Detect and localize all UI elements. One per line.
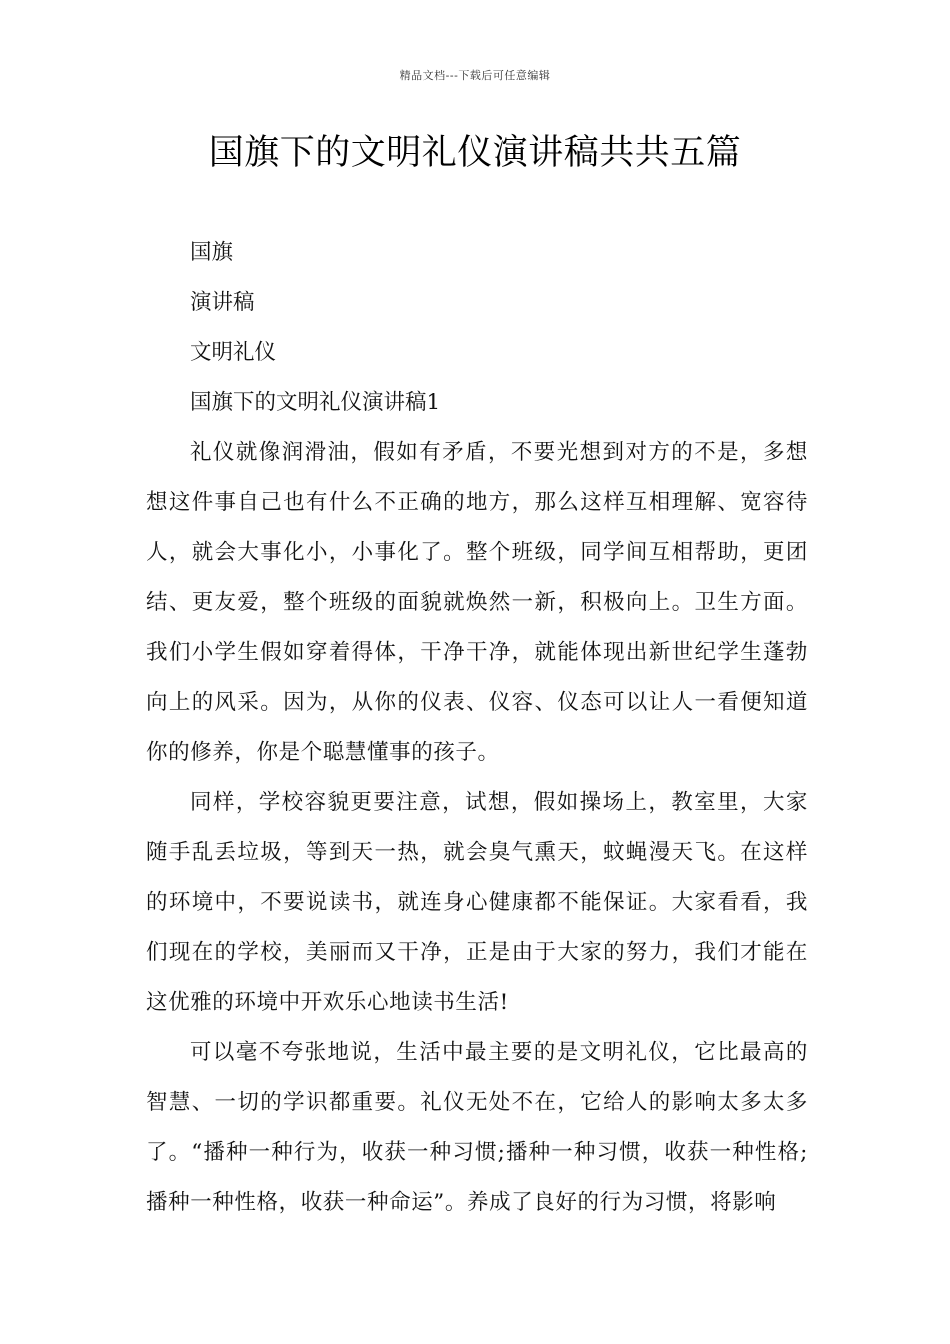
section-heading: 国旗下的文明礼仪演讲稿1 bbox=[190, 390, 441, 415]
document-title: 国旗下的文明礼仪演讲稿共共五篇 bbox=[208, 133, 742, 173]
keyword-line: 演讲稿 bbox=[190, 290, 255, 315]
body-paragraph: 可以毫不夸张地说，生活中最主要的是文明礼仪，它比最高的智慧、一切的学识都重要。礼仪无处不在，它给人的影响太多太多了。“播种一种行为，收获一种习惯;播种一种习惯，收获一种性格;播种一种性格，收获一种命运”。养成了良好的行为习惯，将影响 bbox=[146, 1040, 808, 1215]
header-note: 精品文档---下载后可任意编辑 bbox=[399, 69, 551, 82]
keyword-line: 文明礼仪 bbox=[190, 340, 277, 365]
body-paragraph: 同样，学校容貌更要注意，试想，假如操场上，教室里，大家随手乱丢垃圾，等到天一热，就会臭气熏天，蚊蝇漫天飞。在这样的环境中，不要说读书，就连身心健康都不能保证。大家看看，我们现在的学校，美丽而又干净，正是由于大家的努力，我们才能在这优雅的环境中开欢乐心地读书生活! bbox=[146, 790, 808, 1015]
document-body bbox=[146, 228, 808, 1228]
body-paragraph: 礼仪就像润滑油，假如有矛盾，不要光想到对方的不是，多想想这件事自己也有什么不正确的地方，那么这样互相理解、宽容待人，就会大事化小，小事化了。整个班级，同学间互相帮助，更团结、更友爱，整个班级的面貌就焕然一新，积极向上。卫生方面。我们小学生假如穿着得体，干净干净，就能体现出新世纪学生蓬勃向上的风采。因为，从你的仪表、仪容、仪态可以让人一看便知道你的修养，你是个聪慧懂事的孩子。 bbox=[146, 440, 808, 765]
keyword-line: 国旗 bbox=[190, 240, 234, 265]
